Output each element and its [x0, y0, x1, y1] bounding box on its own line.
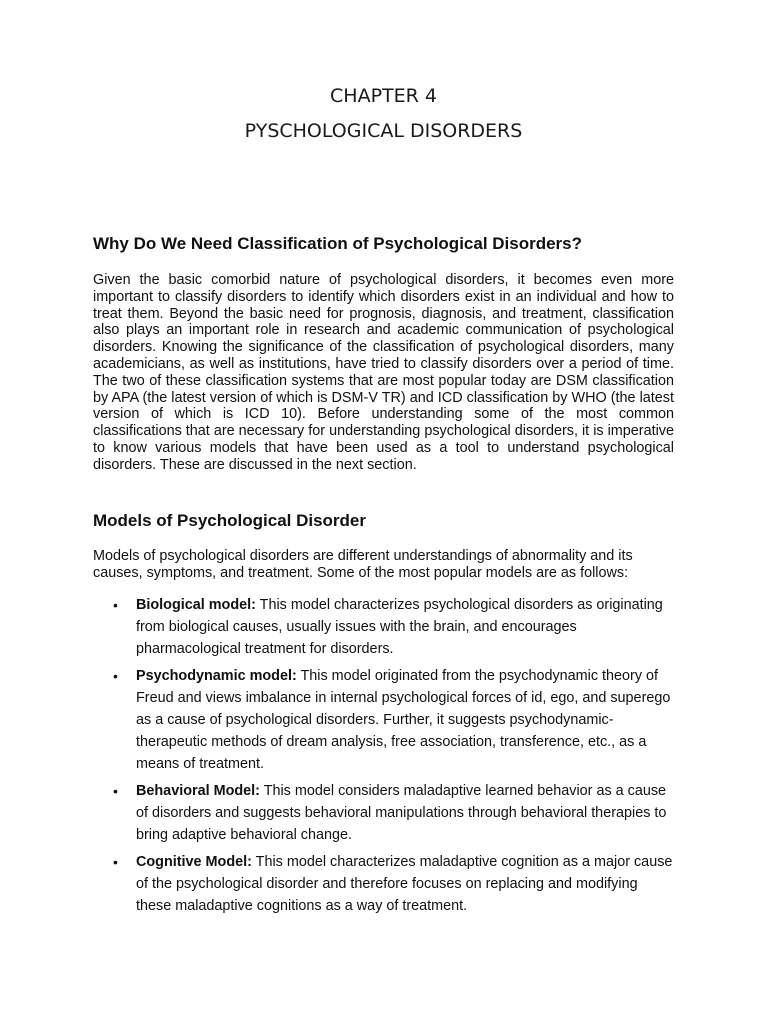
bullet-icon: • — [113, 783, 118, 799]
section-heading-models: Models of Psychological Disorder — [93, 511, 367, 530]
list-item-term: Behavioral Model: — [136, 783, 260, 799]
list-item-term: Cognitive Model: — [136, 854, 252, 870]
list-item-term: Psychodynamic model: — [136, 668, 297, 684]
list-item-cognitive-model — [93, 851, 674, 917]
section-heading-classification: Why Do We Need Classification of Psychological Disorders? — [93, 234, 583, 253]
bullet-icon: • — [113, 597, 118, 613]
list-item-term: Biological model: — [136, 597, 256, 613]
classification-paragraph: Given the basic comorbid nature of psychological disorders, it becomes even more important to classify disorders to identify which disorders exist in an individual and how to treat them. Beyond the basic need for prognosis, diagnosis, and treatment, classification also plays an important role in research and academic communication of psychological disorders. Knowing the significance of the classification of psychological disorders, many academicians, as well as institutions, have tried to classify disorders over a period of time. The two of these classification systems that are most popular today are DSM classification by APA (the latest version of which is DSM-V TR) and ICD classification by WHO (the latest version of which is ICD 10). Before understanding some of the most common classifications that are necessary for understanding psychological disorders, it is imperative to know various models that have been used as a tool to understand psychological disorders. These are discussed in the next section. — [93, 272, 674, 473]
list-item-text: This model characterizes psychological disorders as originating from biological causes, usually issues with the brain, and encourages pharmacological treatment for disorders. — [136, 597, 663, 657]
list-item-behavioral-model — [93, 780, 674, 846]
list-item-text: This model originated from the psychodynamic theory of Freud and views imbalance in internal psychological forces of id, ego, and superego as a cause of psychological disorders. Further, it suggests psychodynamic-therapeutic methods of dream analysis, free association, transference, etc., as a means of treatment. — [136, 668, 671, 772]
list-item-text: This model considers maladaptive learned behavior as a cause of disorders and suggests behavioral manipulations through behavioral therapies to bring adaptive behavioral change. — [136, 783, 667, 843]
list-item-biological-model — [93, 594, 674, 660]
list-item-text: This model characterizes maladaptive cognition as a major cause of the psychological disorder and therefore focuses on replacing and modifying these maladaptive cognitions as a way of treatment. — [136, 854, 673, 914]
bullet-icon: • — [113, 668, 118, 684]
models-bullet-list — [93, 594, 674, 922]
chapter-number: CHAPTER 4 — [330, 85, 437, 107]
models-intro-paragraph: Models of psychological disorders are different understandings of abnormality and its causes, symptoms, and treatment. Some of the most popular models are as follows: — [93, 548, 633, 582]
list-item-psychodynamic-model — [93, 665, 674, 775]
bullet-icon: • — [113, 854, 118, 870]
chapter-title: PYSCHOLOGICAL DISORDERS — [244, 120, 523, 142]
